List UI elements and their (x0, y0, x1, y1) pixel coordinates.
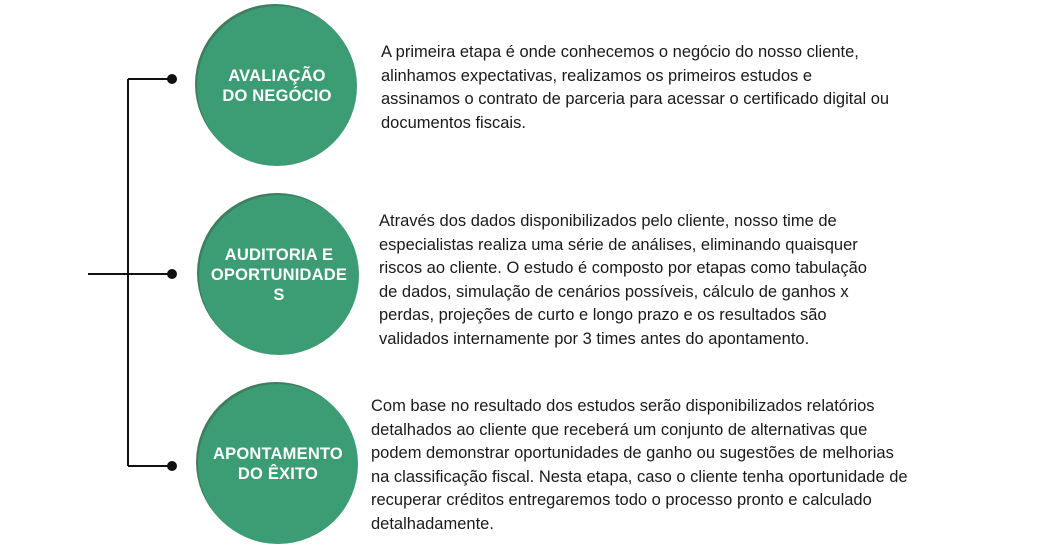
step-label (204, 245, 354, 305)
description-line: Com base no resultado dos estudos serão disponibilizados relatórios (371, 397, 875, 415)
connector-dot-1 (167, 74, 177, 84)
step-label-line: AVALIAÇÃO (228, 67, 326, 85)
description-line: Através dos dados disponibilizados pelo cliente, nosso time de (379, 212, 837, 230)
description-line: recuperar créditos entregaremos todo o processo pronto e calculado (371, 491, 872, 509)
description-line: documentos fiscais. (381, 113, 526, 132)
description-line: A primeira etapa é onde conhecemos o negócio do nosso cliente, (381, 43, 859, 61)
step-label-line: DO ÊXITO (237, 465, 319, 483)
circle-body (198, 384, 358, 544)
description-line: podem demonstrar oportunidades de ganho ou sugestões de melhorias (371, 444, 894, 462)
description-line: validados internamente por 3 times antes do apontamento. (379, 329, 810, 348)
connector-dot-3 (167, 461, 177, 471)
description-line: na classificação fiscal. Nesta etapa, caso o cliente tenha oportunidade de (371, 467, 908, 486)
connector-dot-2 (167, 269, 177, 279)
step-label-line: OPORTUNIDADE (210, 266, 348, 284)
step-label (203, 444, 353, 484)
description-line: detalhadamente. (371, 514, 494, 533)
step-label-line: AUDITORIA E (224, 246, 334, 264)
step-circle-auditoria (199, 195, 369, 365)
circle-body (197, 6, 357, 166)
description-line: detalhados ao cliente que receberá um conjunto de alternativas que (371, 420, 868, 439)
step-label (202, 66, 352, 106)
step-label-line: DO NEGÓCIO (222, 87, 332, 105)
circle-body (199, 195, 359, 355)
step-description-avaliacao (381, 41, 889, 135)
step-label-line: APONTAMENTO (213, 445, 343, 463)
step-circle-avaliacao (197, 6, 367, 176)
description-line: riscos ao cliente. O estudo é composto por etapas como tabulação (379, 259, 867, 277)
description-line: perdas, projeções de curto e longo prazo e os resultados são (379, 306, 827, 324)
description-line: de dados, simulação de cenários possíveis, cálculo de ganhos x (379, 282, 849, 301)
step-label-line: S (273, 286, 285, 304)
description-line: especialistas realiza uma série de análises, eliminando quaisquer (379, 235, 858, 254)
step-description-apontamento (371, 395, 908, 536)
description-line: alinhamos expectativas, realizamos os primeiros estudos e (381, 66, 813, 85)
description-line: assinamos o contrato de parceria para acessar o certificado digital ou (381, 90, 890, 108)
step-description-auditoria (379, 210, 867, 351)
step-circle-apontamento (198, 384, 368, 554)
